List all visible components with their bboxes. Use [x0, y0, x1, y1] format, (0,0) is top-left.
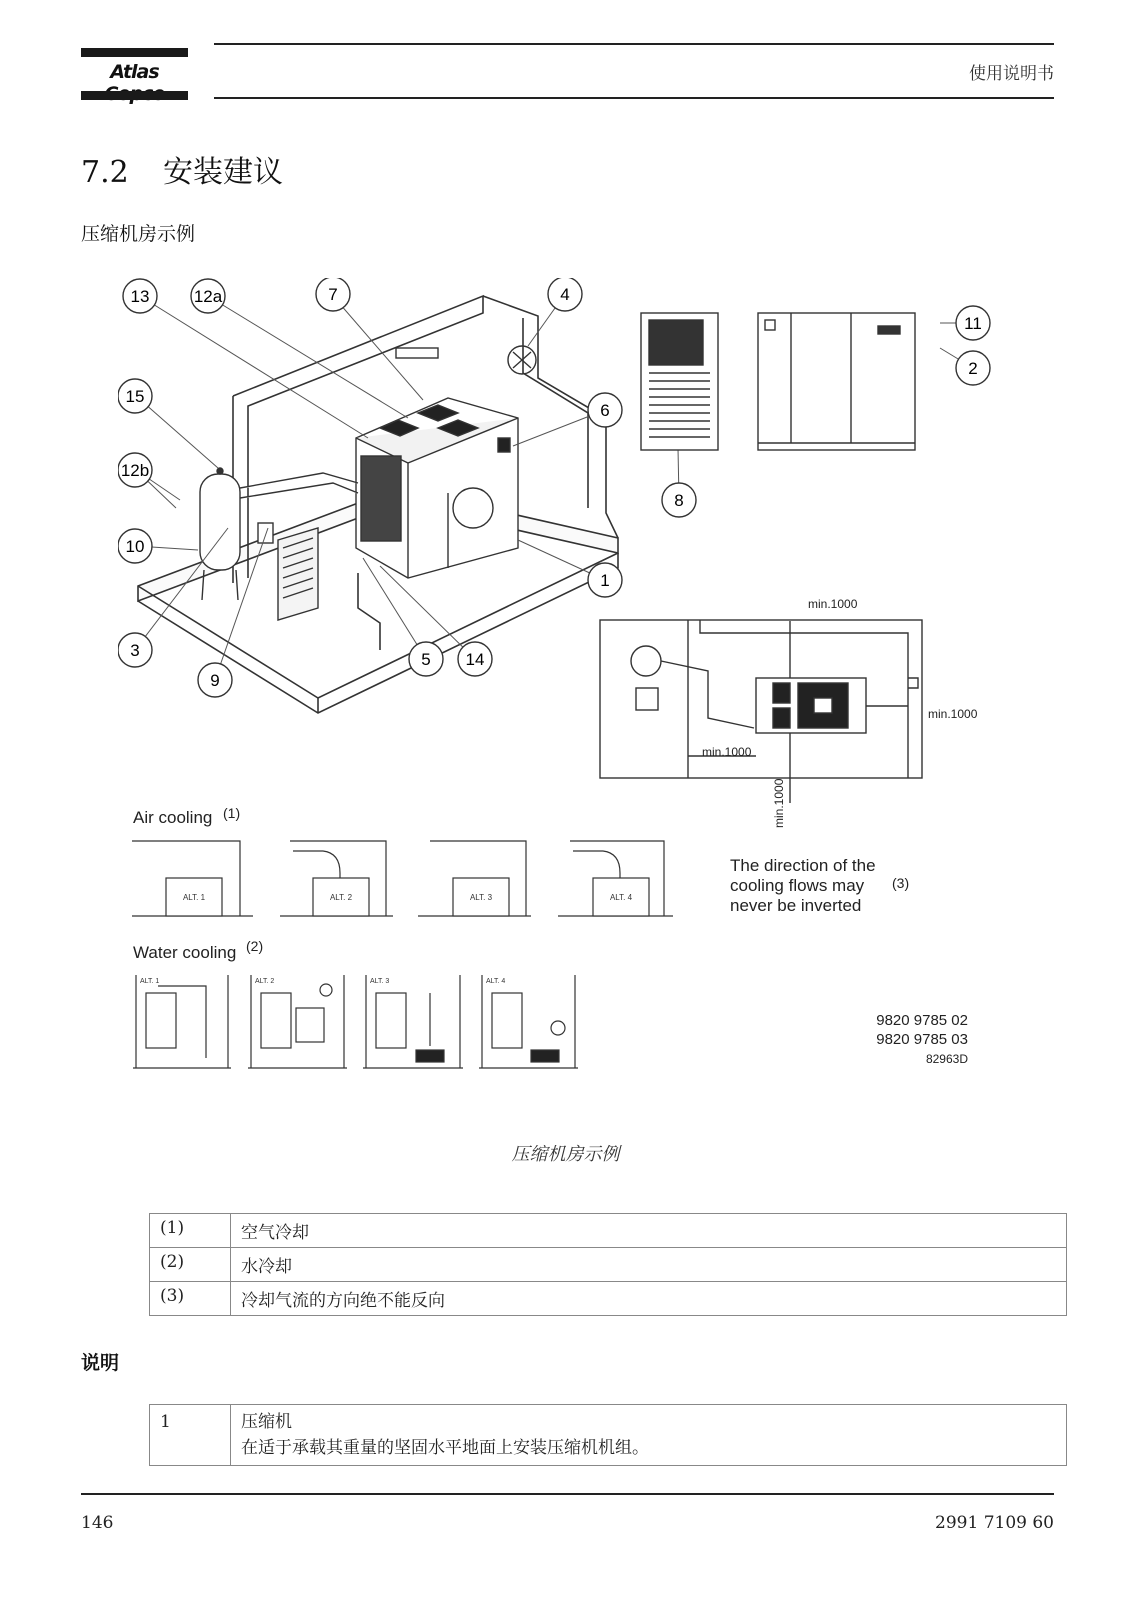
unit-front-view [758, 313, 915, 450]
legend-key: (1) [150, 1214, 231, 1248]
table-row [150, 1214, 1067, 1248]
section-subtitle: 压缩机房示例 [81, 223, 196, 245]
svg-text:The direction of the: The direction of the [730, 856, 876, 875]
air-cooling-diagrams [132, 841, 673, 916]
svg-text:cooling flows may: cooling flows may [730, 876, 865, 895]
footer-rule [81, 1493, 1054, 1495]
svg-text:ALT. 4: ALT. 4 [609, 893, 633, 902]
legend-key: (3) [150, 1282, 231, 1316]
svg-text:ALT. 1: ALT. 1 [182, 893, 206, 902]
unit-side-view [641, 313, 718, 450]
figure-caption: 压缩机房示例 [511, 1144, 620, 1165]
svg-text:5: 5 [421, 650, 431, 669]
section-number: 7.2 [81, 155, 129, 190]
document-type: 使用说明书 [969, 64, 1054, 84]
svg-text:82963D: 82963D [925, 1052, 968, 1066]
svg-text:never be inverted: never be inverted [730, 896, 862, 915]
svg-text:7: 7 [328, 285, 338, 304]
callout-1 [588, 563, 622, 597]
logo-text: Atlas [110, 61, 159, 83]
header-rule-bottom [214, 97, 1054, 99]
section-title: 安装建议 [163, 155, 283, 190]
plan-view [600, 620, 922, 803]
water-cooling-heading [133, 938, 263, 962]
wall-fan [396, 346, 536, 374]
svg-text:8: 8 [674, 491, 684, 510]
svg-text:ALT. 3: ALT. 3 [469, 893, 493, 902]
callout-12b [118, 453, 152, 487]
svg-text:12b: 12b [120, 461, 150, 480]
svg-text:2: 2 [968, 359, 978, 378]
description-line-2: 在适于承载其重量的坚固水平地面上安装压缩机机组。 [241, 1438, 649, 1458]
figure-codes [876, 1012, 968, 1066]
callout-13 [123, 279, 157, 313]
header-rule-top [214, 43, 1054, 45]
description-heading: 说明 [81, 1352, 120, 1374]
atlas-copco-logo [81, 48, 188, 100]
water-cooling-alt-labels [140, 978, 505, 985]
air-cooling-heading [133, 805, 240, 827]
svg-text:(2): (2) [246, 938, 264, 954]
air-receiver [200, 468, 358, 620]
svg-text:(3): (3) [892, 875, 910, 891]
svg-text:(1): (1) [223, 805, 241, 821]
section-heading [81, 147, 283, 191]
callout-12a [191, 279, 225, 313]
svg-text:ALT. 2: ALT. 2 [329, 893, 353, 902]
svg-text:ALT. 1: ALT. 1 [140, 978, 160, 985]
callout-3 [118, 633, 152, 667]
table-row [150, 1282, 1067, 1316]
svg-text:ALT. 3: ALT. 3 [370, 978, 390, 985]
callout-14 [458, 642, 492, 676]
air-cooling-alt-labels [183, 893, 633, 902]
dimension-top: min.1000 [808, 597, 858, 611]
description-key: 1 [150, 1405, 231, 1466]
svg-text:13: 13 [130, 287, 150, 306]
svg-text:9: 9 [210, 671, 220, 690]
table-row [150, 1248, 1067, 1282]
svg-text:9820 9785 02: 9820 9785 02 [876, 1012, 968, 1029]
water-cooling-diagrams [133, 975, 578, 1068]
svg-text:ALT. 2: ALT. 2 [255, 978, 275, 985]
svg-text:15: 15 [125, 387, 145, 406]
svg-text:14: 14 [465, 650, 485, 669]
legend-key: (2) [150, 1248, 231, 1282]
callout-11 [956, 306, 990, 340]
svg-text:4: 4 [560, 285, 570, 304]
callout-4 [548, 278, 582, 311]
svg-text:9820 9785 03: 9820 9785 03 [876, 1031, 968, 1048]
svg-text:6: 6 [600, 401, 610, 420]
dimension-right: min.1000 [928, 707, 978, 721]
logo-bar-bottom [81, 91, 188, 100]
airflow-note [730, 856, 909, 915]
description-line-1: 压缩机 [241, 1412, 292, 1432]
callout-7 [316, 278, 350, 311]
legend-value: 水冷却 [231, 1248, 1067, 1282]
page-number: 146 [81, 1513, 114, 1533]
callout-2 [956, 351, 990, 385]
compressor-unit [356, 398, 518, 578]
callout-8 [662, 483, 696, 517]
table-row [150, 1405, 1067, 1466]
callout-6 [588, 393, 622, 427]
compressor-room-diagram [118, 278, 1028, 1100]
description-value [231, 1405, 1067, 1466]
compressor-room-figure [118, 278, 1028, 1100]
svg-text:1: 1 [600, 571, 610, 590]
callout-10 [118, 529, 152, 563]
dimension-left: min.1000 [702, 745, 752, 759]
callout-15 [118, 379, 152, 413]
dimension-bottom: min.1000 [772, 778, 786, 828]
document-number: 2991 7109 60 [935, 1513, 1054, 1533]
legend-table [149, 1213, 1067, 1316]
callout-9 [198, 663, 232, 697]
legend-value: 空气冷却 [231, 1214, 1067, 1248]
callout-5 [409, 642, 443, 676]
svg-text:3: 3 [130, 641, 140, 660]
svg-text:Air cooling: Air cooling [133, 808, 213, 827]
svg-text:12a: 12a [193, 287, 223, 306]
legend-value: 冷却气流的方向绝不能反向 [231, 1282, 1067, 1316]
svg-text:11: 11 [964, 314, 982, 333]
description-table [149, 1404, 1067, 1466]
svg-text:Water cooling: Water cooling [133, 943, 237, 962]
logo-bar-top [81, 48, 188, 57]
svg-text:10: 10 [125, 537, 145, 556]
svg-text:ALT. 4: ALT. 4 [486, 978, 506, 985]
